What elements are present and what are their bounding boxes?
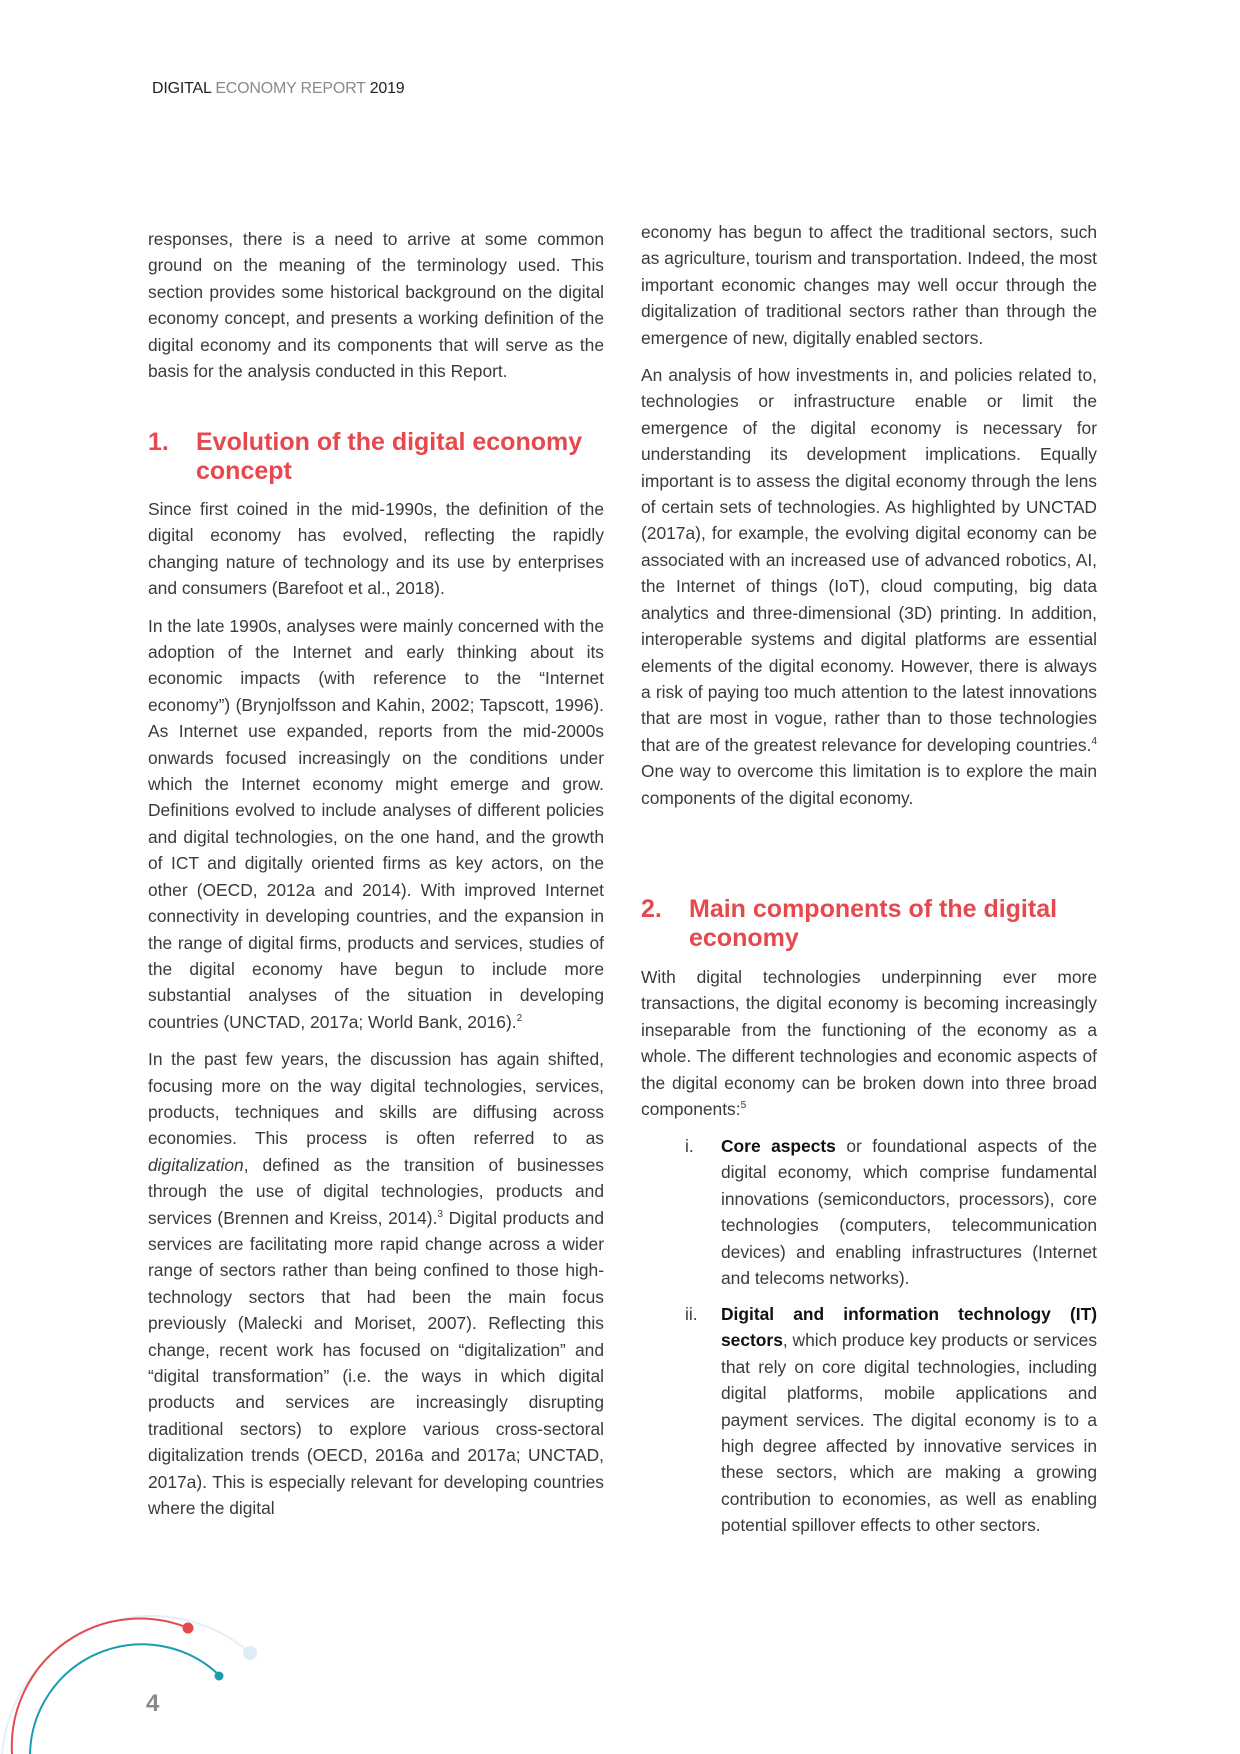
list-item-term: Core aspects <box>721 1136 836 1156</box>
components-intro <box>641 964 1097 1122</box>
paragraph <box>148 613 604 1036</box>
paragraph-text: Since first coined in the mid-1990s, the definition of the digital economy has evolved, reflecting the rapidly changing nature of technology and its use by enterprises and consumers (Barefoot et al., 2018). <box>148 499 604 599</box>
list-item-term: Digital and information technology (IT) sectors <box>721 1304 1097 1351</box>
page-number: 4 <box>146 1690 160 1717</box>
list-number: ii. <box>685 1304 698 1324</box>
running-header <box>152 80 404 98</box>
footnote-ref[interactable]: 3 <box>437 1208 443 1220</box>
footnote-ref[interactable]: 4 <box>1091 735 1097 747</box>
left-column-body <box>148 496 604 1521</box>
heading-number: 2. <box>641 895 662 923</box>
list-item-text: , which produce key products or services that rely on core digital technologies, including digital platforms, mobile applications and payment services. The digital economy is to a high degree affected by innovative services in these sectors, which are making a growing contribution to economies, as well as enabling potential spillover effects to other sectors. <box>721 1330 1098 1536</box>
paragraph-text: economy has begun to affect the traditional sectors, such as agriculture, tourism and transportation. Indeed, the most important economic changes may well occur through the digitalization of traditional sectors rather than through the emergence of new, digitally enabled sectors. <box>641 222 1097 348</box>
heading-title: Evolution of the digital economy concept <box>196 428 583 485</box>
section-heading-1 <box>148 428 618 486</box>
decorative-arcs-icon <box>0 1570 300 1754</box>
paragraph-text: responses, there is a need to arrive at some common ground on the meaning of the terminology used. This section provides some historical background on the digital economy concept, and presents a working definition of the digital economy and its components that will serve as the basis for the analysis conducted in this Report. <box>148 229 604 382</box>
paragraph-text: Digital products and services are facilitating more rapid change across a wider range of sectors rather than being confined to those high-technology sectors that had been the main focus previously (Malecki and Moriset, 2007). Reflecting this change, recent work has focused on “digitalization” and “digital transformation” (i.e. the ways in which digital products and services are increasingly disrupting traditional sectors) to explore various cross-sectoral digitalization trends (OECD, 2016a and 2017a; UNCTAD, 2017a). This is especially relevant for developing countries where the digital <box>148 1207 604 1519</box>
heading-title: Main components of the digital economy <box>689 895 1058 952</box>
header-digital: DIGITAL <box>152 80 212 97</box>
paragraph-text: With digital technologies underpinning ever more transactions, the digital economy is becoming increasingly inseparable from the functioning of the economy as a whole. The different technologies and economic aspects of the digital economy can be broken down into three broad components: <box>641 967 1097 1120</box>
paragraph-text: , defined as the transition of businesses through the use of digital technologies, products and services (Brennen and Kreiss, 2014). <box>148 1154 604 1228</box>
header-year: 2019 <box>369 80 405 97</box>
list-item-text: or foundational aspects of the digital economy, which comprise fundamental innovations (semiconductors, processors), core technologies (computers, telecommunication devices) and enabling infrastructures (Internet and telecoms networks). <box>721 1136 1097 1289</box>
list-item <box>641 1133 1097 1291</box>
intro-paragraph <box>148 226 604 384</box>
paragraph-text: An analysis of how investments in, and policies related to, technologies or infrastructure enable or limit the emergence of the digital economy is necessary for understanding its development implications. Equally important is to assess the digital economy through the lens of certain sets of technologies. As highlighted by UNCTAD (2017a), for example, the evolving digital economy can be associated with an increased use of advanced robotics, AI, the Internet of things (IoT), cloud computing, big data analytics and three-dimensional (3D) printing. In addition, interoperable systems and digital platforms are essential elements of the digital economy. However, there is always a risk of paying too much attention to the latest innovations that are most in vogue, rather than to those technologies that are of the greatest relevance for developing countries. <box>641 365 1097 755</box>
paragraph <box>148 1046 604 1521</box>
footnote-ref[interactable]: 5 <box>740 1100 747 1112</box>
section-heading-2 <box>641 895 1111 953</box>
heading-number: 1. <box>148 428 169 456</box>
list-number: i. <box>685 1136 694 1156</box>
italic-term: digitalization <box>148 1154 244 1175</box>
paragraph-text: In the late 1990s, analyses were mainly concerned with the adoption of the Internet and early thinking about its economic impacts (with reference to the “Internet economy”) (Brynjolfsson and Kahin, 2002; Tapscott, 1996). As Internet use expanded, reports from the mid-2000s onwards focused increasingly on the conditions under which the Internet economy might emerge and grow. Definitions evolved to include analyses of different policies and digital technologies, on the one hand, and the growth of ICT and digitally oriented firms as key actors, on the other (OECD, 2012a and 2014). With improved Internet connectivity in developing countries, and the expansion in the range of digital firms, products and services, studies of the digital economy have begun to include more substantial analyses of the situation in developing countries (UNCTAD, 2017a; World Bank, 2016). <box>148 615 604 1032</box>
footnote-ref[interactable]: 2 <box>516 1012 523 1024</box>
paragraph-text: One way to overcome this limitation is to explore the main components of the digital economy. <box>641 761 1097 808</box>
header-economy-report: ECONOMY REPORT <box>215 80 366 97</box>
paragraph <box>641 362 1097 811</box>
list-item <box>641 1301 1097 1539</box>
right-column-body <box>641 219 1097 811</box>
paragraph-text: In the past few years, the discussion has again shifted, focusing more on the way digital technologies, services, products, techniques and skills are diffusing across economies. This process is often referred to as <box>148 1049 604 1149</box>
